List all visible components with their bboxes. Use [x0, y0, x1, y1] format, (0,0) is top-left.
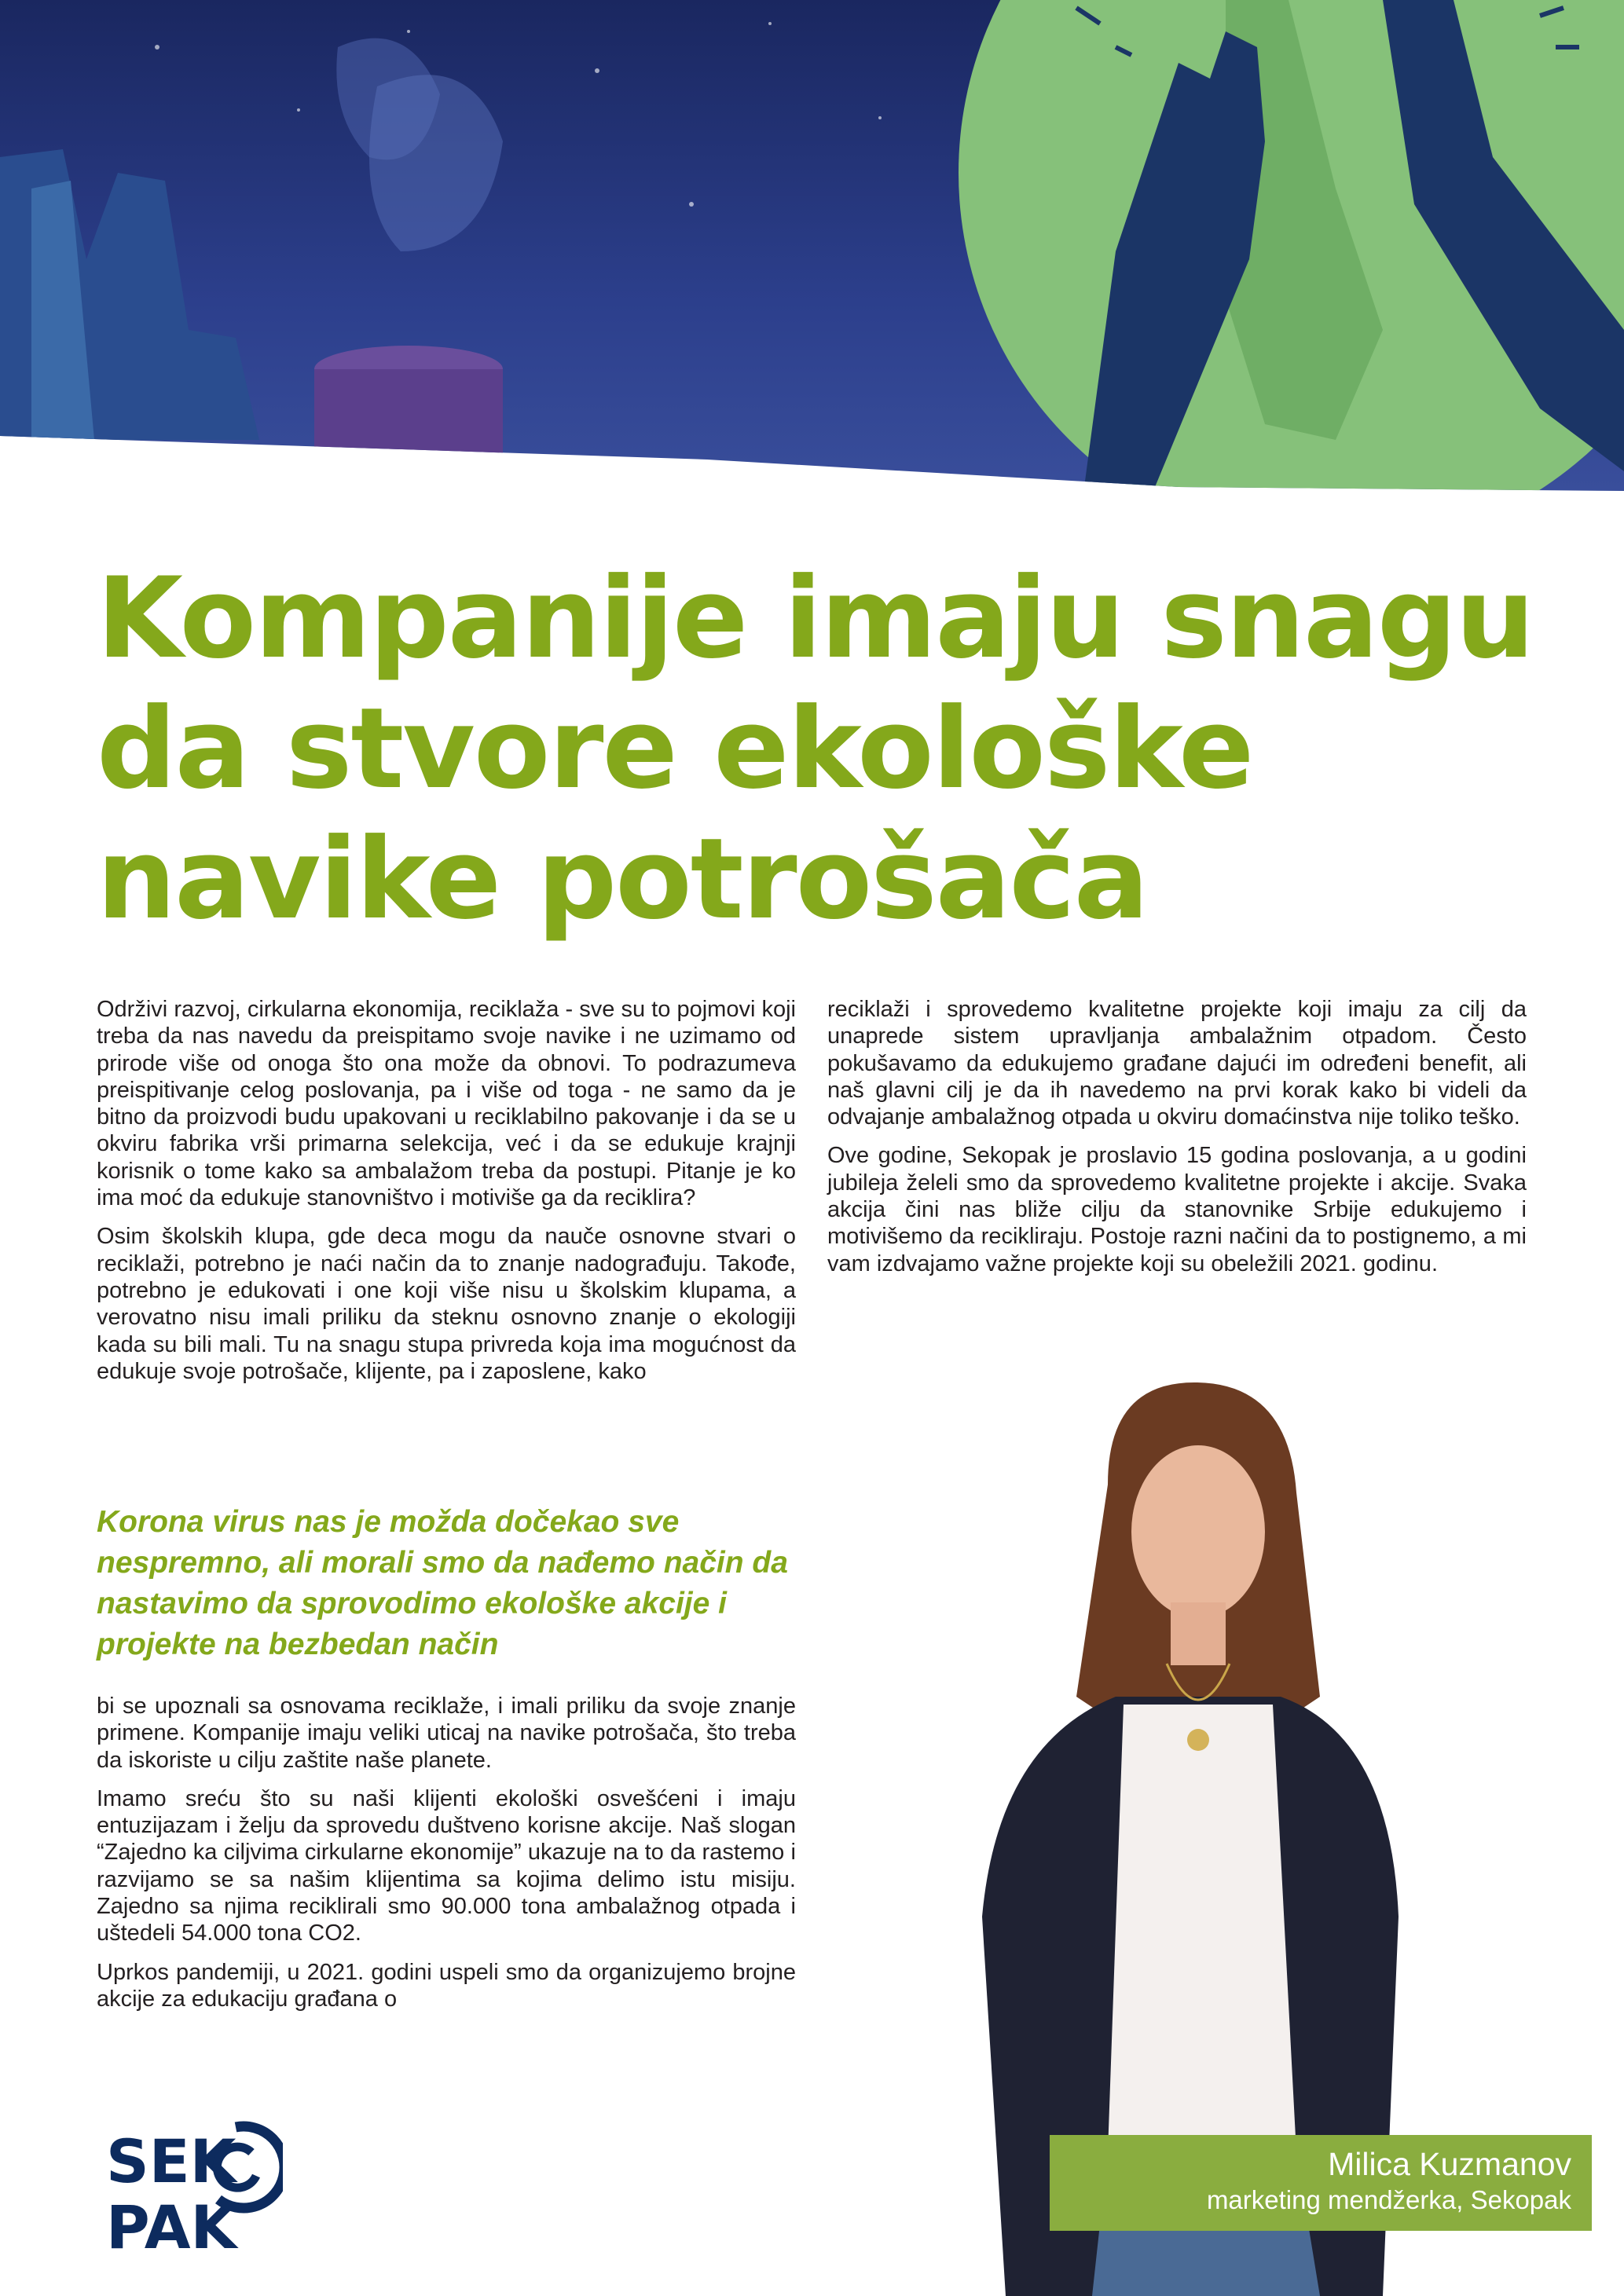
left-column-bottom — [97, 1693, 796, 2024]
paragraph: Imamo sreću što su naši klijenti ekološki osvešćeni i imaju entuzijazam i želju da sprovedu duštveno korisne akcije. Naš slogan “Zajedno ka ciljvima cirkularne ekonomije” ukazuje na to da rastemo i razvijamo se sa našim klijentima sa kojima delimo istu misiju. Zajedno sa njima reciklirali smo 90.000 tona ambalažnog otpada i uštedeli 54.000 tona CO2. — [97, 1785, 796, 1946]
paragraph: reciklaži i sprovedemo kvalitetne projekte koji imaju za cilj da unaprede sistem upravljanja ambalažnim otpadom. Često pokušavamo da edukujemo građane dajući im određeni benefit, ali naš glavni cilj je da ih navedemo na prvi korak kako bi videli da odvajanje ambalažnog otpada u okviru domaćinstva nije toliko teško. — [827, 997, 1527, 1130]
hero-illustration — [0, 0, 1624, 503]
caption-name: Milica Kuzmanov — [1328, 2146, 1571, 2182]
paragraph: Održivi razvoj, cirkularna ekonomija, reciklaža - sve su to pojmovi koji treba da nas navedu da preispitamo svoje navike i ne uzimamo od prirode više od onoga što ona može da obnovi. To podrazumeva preispitivanje celog poslovanja, pa i više od toga - ne samo da je bitno da proizvodi budu upakovani u reciklabilno pakovanje i da se u okviru fabrika vrši primarna selekcija, već i da se edukuje krajnji korisnik o tome kako sa ambalažom treba da postupi. Pitanje je ko ima moć da edukuje stanovništvo i motiviše ga da reciklira? — [97, 997, 796, 1211]
sekopak-logo — [102, 2113, 283, 2250]
pull-quote: Korona virus nas je možda dočekao sve nespremno, ali morali smo da nađemo način da nastavimo da sprovodimo ekološke akcije i projekte na bezbedan način — [97, 1505, 788, 1661]
paragraph: Ove godine, Sekopak je proslavio 15 godina poslovanja, a u godini jubileja želeli smo da sprovedemo kvalitetne projekte i akcije. Svaka akcija čini nas bliže cilju da stanovnike Srbije edukujemo i motivišemo da recikliraju. Postoje razni načini da to postignemo, a mi vam izdvajamo važne projekte koji su obeležili 2021. godinu. — [827, 1143, 1527, 1276]
logo-text-line1: SEK — [106, 2126, 236, 2196]
caption-box — [1050, 2135, 1592, 2231]
article-title — [97, 554, 1550, 945]
paragraph: Uprkos pandemiji, u 2021. godini uspeli smo da organizujemo brojne akcije za edukaciju građana o — [97, 1959, 796, 2012]
right-column — [827, 996, 1527, 1289]
title-line: da stvore ekološke — [97, 684, 1253, 814]
logo-text-line2: PAK — [106, 2192, 237, 2250]
paragraph: Osim školskih klupa, gde deca mogu da nauče osnovne stvari o reciklaži, potrebno je naći način da to znanje nadograđuju. Takođe, potrebno je edukovati i one koji više nisu u školskim klupama, a verovatno nisu imali priliku da steknu osnovno znanje o ekologiji kada su bili mali. Tu na snagu stupa privreda koja ima mogućnost da edukuje svoje potrošače, klijente, pa i zaposlene, kako — [97, 1224, 796, 1384]
left-column-top — [97, 996, 796, 1397]
paragraph: bi se upoznali sa osnovama reciklaže, i imali priliku da svoje znanje primene. Kompanije imaju veliki uticaj na navike potrošača, što treba da iskoriste u cilju zaštite naše planete. — [97, 1694, 796, 1773]
caption-role: marketing mendžerka, Sekopak — [1206, 2185, 1571, 2214]
title-line: navike potrošača — [97, 815, 1148, 944]
title-line: Kompanije imaju snagu — [97, 554, 1534, 683]
